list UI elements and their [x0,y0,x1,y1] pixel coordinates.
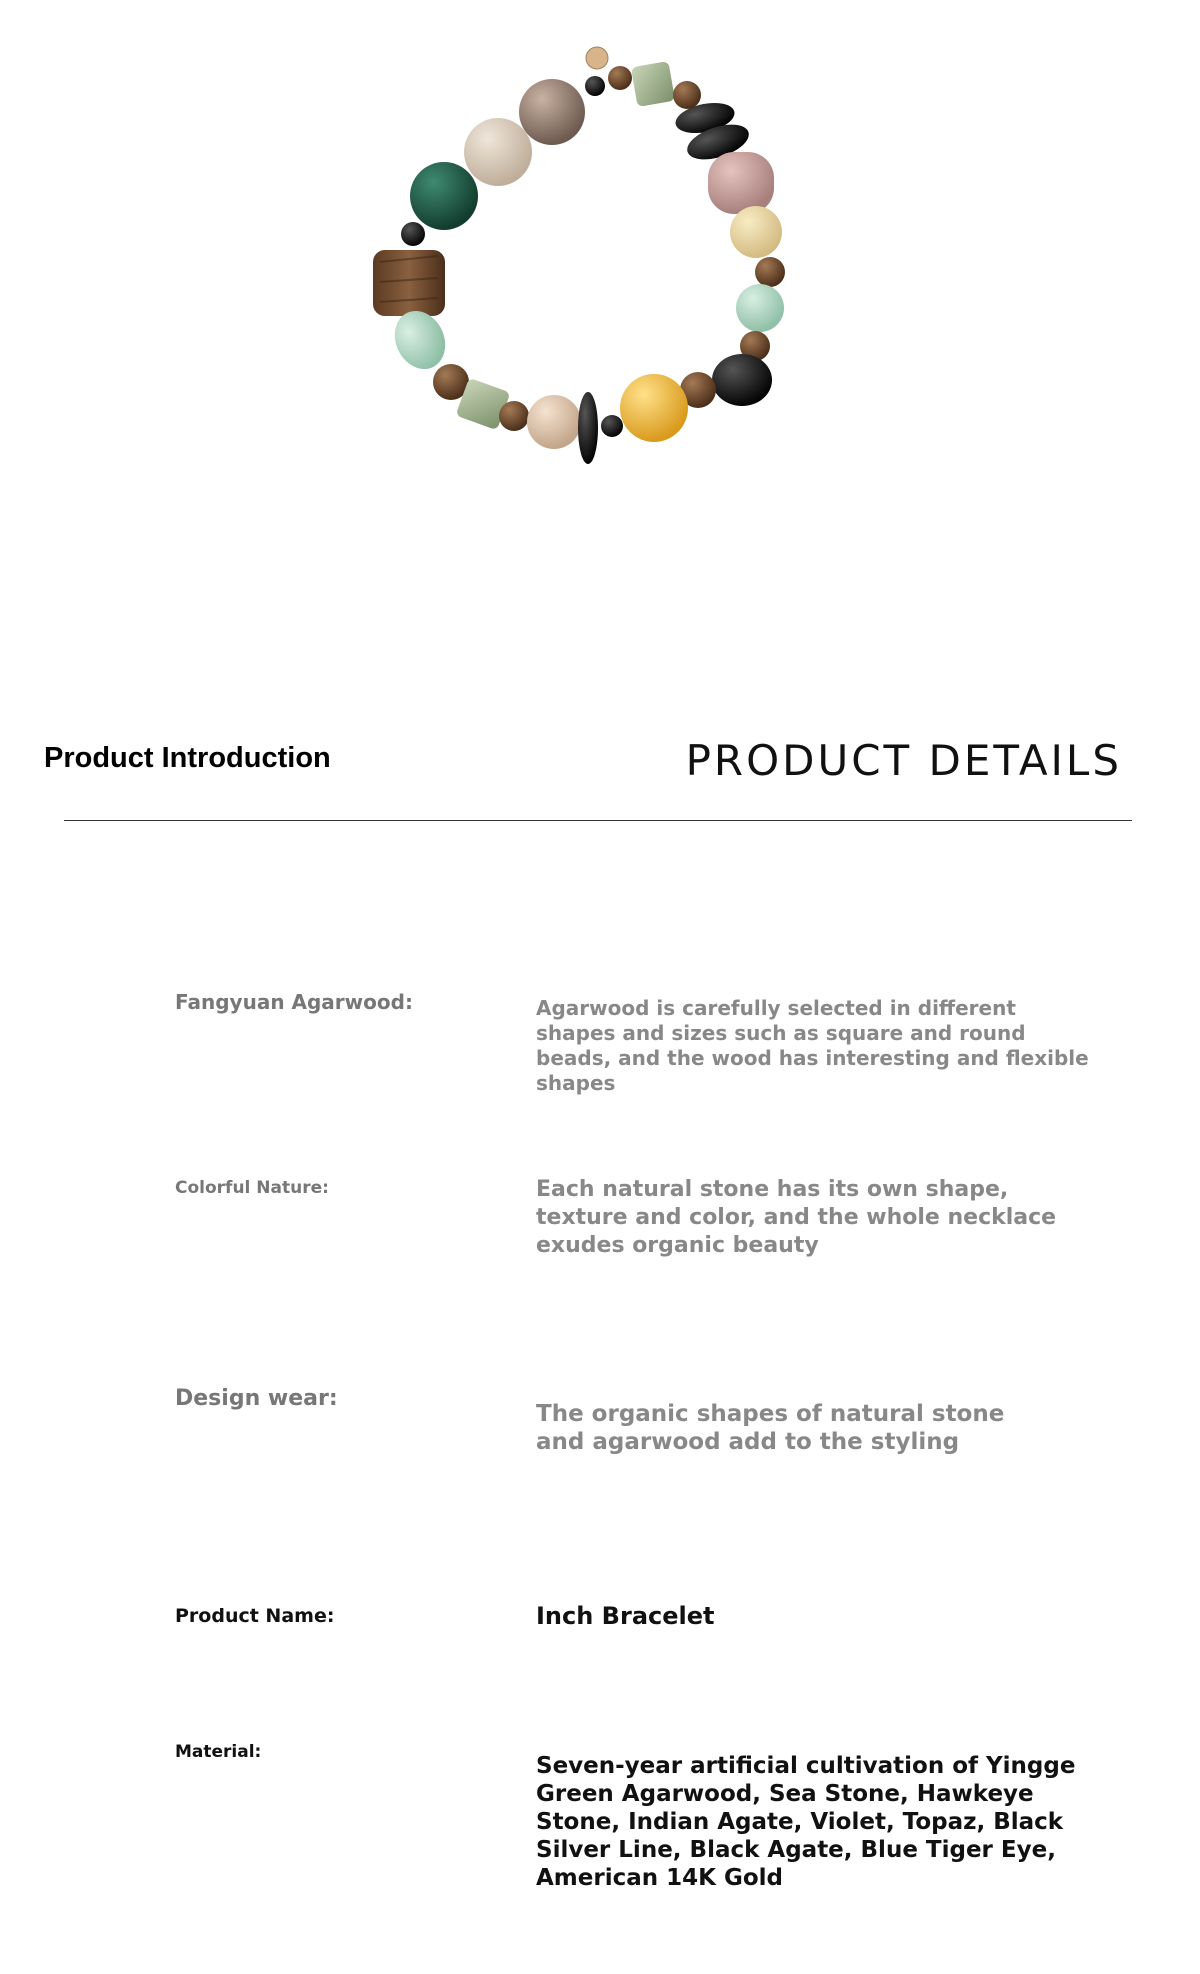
product-image [0,0,1200,700]
spec-value-design-wear: The organic shapes of natural stone and agarwood add to the styling [536,1401,1005,1455]
spec-label-colorful-nature: Colorful Nature: [175,1178,329,1198]
spec-value-material: Seven-year artificial cultivation of Yingge Green Agarwood, Sea Stone, Hawkeye Stone, Indian Agate, Violet, Topaz, Black Silver Line, Black Agate, Blue Tiger Eye, American 14K Gold [536,1753,1076,1891]
spec-value-colorful-nature: Each natural stone has its own shape, texture and color, and the whole necklace exudes organic beauty [536,1177,1057,1258]
spec-label-fangyuan-agarwood: Fangyuan Agarwood: [175,990,413,1014]
spec-value-product-name: Inch Bracelet [536,1602,715,1630]
product-details-heading: PRODUCT DETAILS [685,736,1122,785]
spec-label-product-name: Product Name: [175,1605,335,1627]
spec-value-fangyuan-agarwood: Agarwood is carefully selected in different shapes and sizes such as square and round beads, and the wood has interesting and flexible shapes [536,996,1089,1095]
spec-label-design-wear: Design wear: [175,1386,338,1411]
product-introduction-heading: Product Introduction [44,742,331,774]
section-divider [64,820,1132,821]
spec-label-material: Material: [175,1742,262,1762]
bracelet-illustration [0,0,1200,700]
